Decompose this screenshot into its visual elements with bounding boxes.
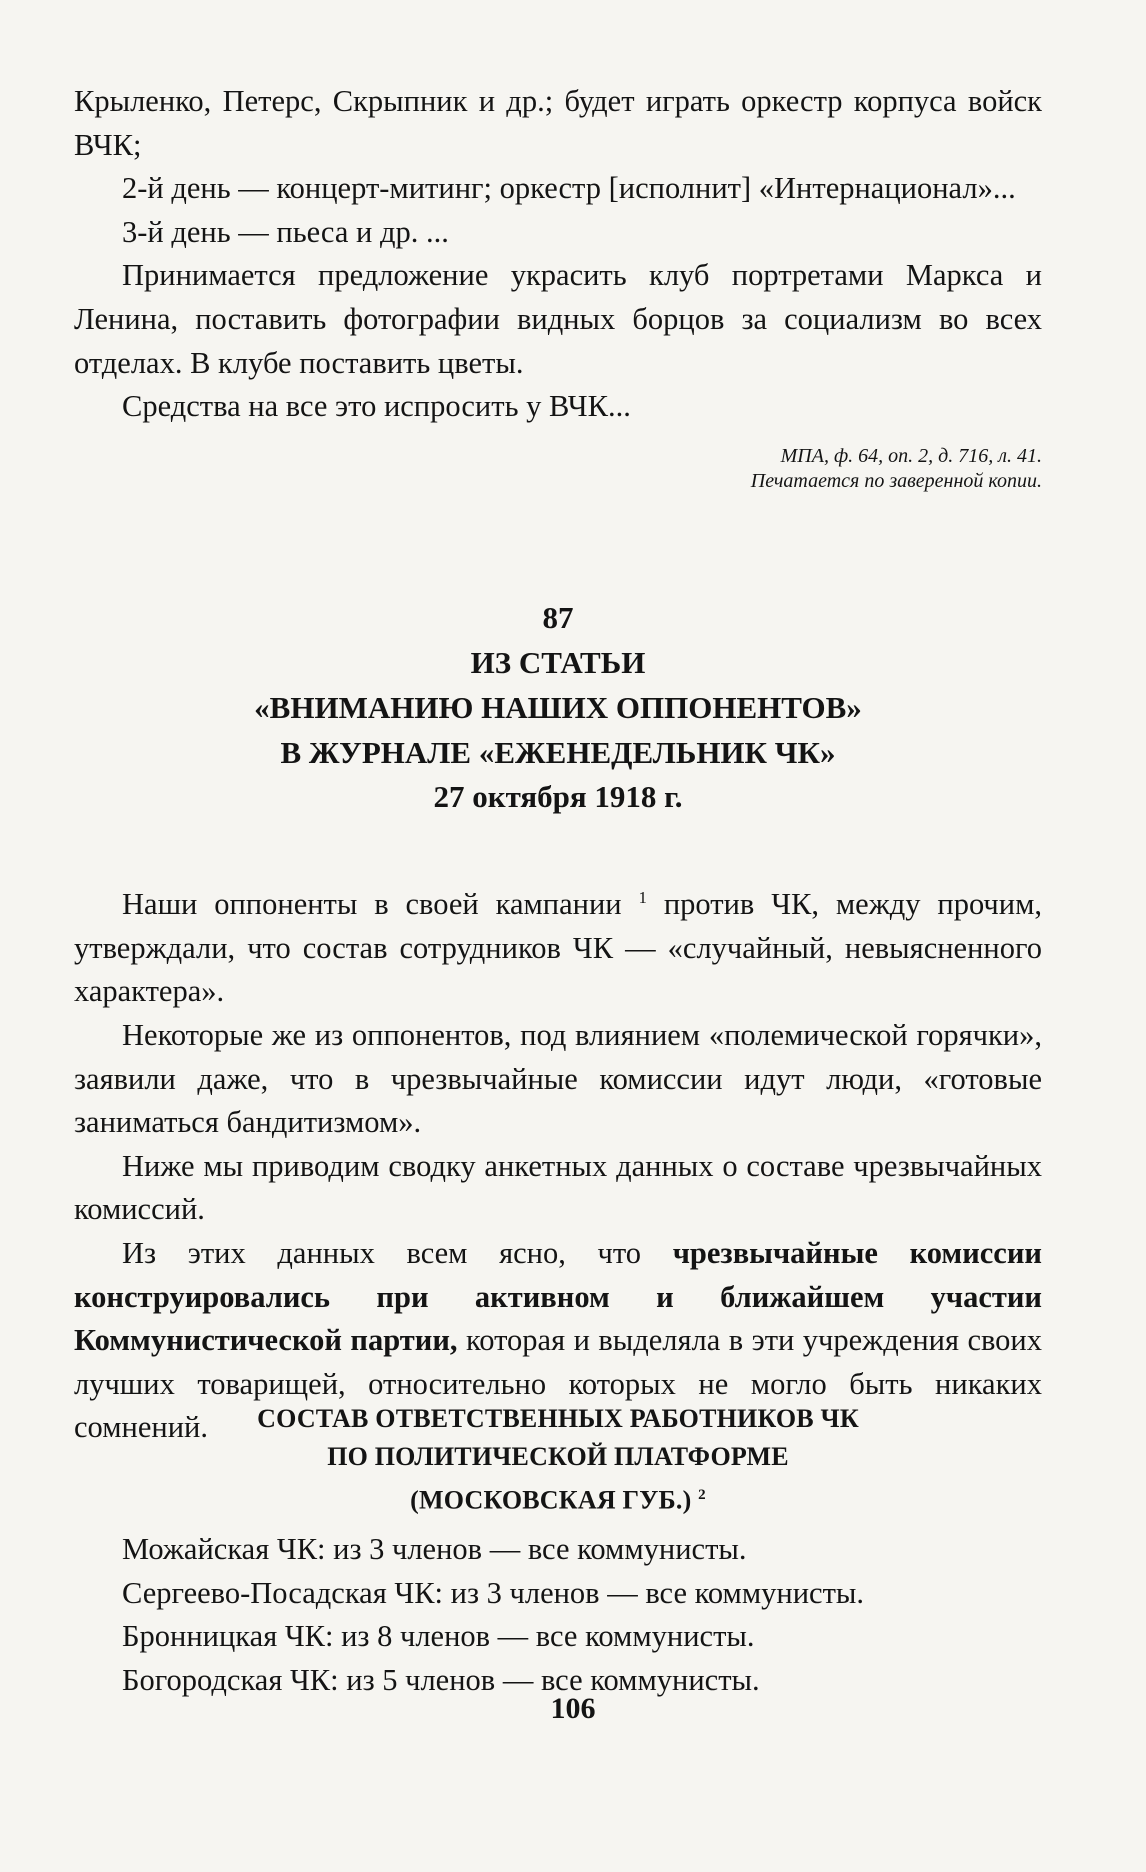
title-line-2: «ВНИМАНИЮ НАШИХ ОППОНЕНТОВ»	[254, 690, 862, 725]
article-body	[74, 876, 1042, 1450]
paragraph-1-rest: против ЧК, между прочим, утверждали, что состав сотрудников ЧК — «случайный, невыясненного характера».	[74, 887, 1043, 1009]
paragraph-1	[74, 876, 1042, 1014]
footnote-marker-1: 1	[638, 888, 647, 907]
page-number: 106	[550, 1692, 596, 1725]
table-heading-line-3	[74, 1476, 1042, 1520]
top-continuation-block	[74, 80, 1042, 429]
document-heading	[74, 596, 1042, 819]
top-line-5: Средства на все это испросить у ВЧК...	[122, 389, 631, 424]
cheka-list	[74, 1528, 1042, 1702]
list-item: Бронницкая ЧК: из 8 членов — все коммунисты.	[122, 1619, 755, 1654]
archive-reference: МПА, ф. 64, оп. 2, д. 716, л. 41.	[780, 445, 1042, 467]
paragraph-4-rest: которая и выделяла в эти учреждения своих лучших товарищей, относительно которых не могло быть никаких сомнений.	[74, 1323, 1042, 1445]
top-line-2: 2-й день — концерт-митинг; оркестр [исполнит] «Интернационал»...	[122, 171, 1016, 206]
table-heading-line-2: ПО ПОЛИТИЧЕСКОЙ ПЛАТФОРМЕ	[327, 1442, 789, 1471]
paragraph-2: Некоторые же из оппонентов, под влиянием «полемической горячки», заявили даже, что в чрезвычайные комиссии идут люди, «готовые заниматься бандитизмом».	[74, 1017, 1042, 1140]
list-item: Можайская ЧК: из 3 членов — все коммунисты.	[122, 1532, 747, 1566]
paragraph-4-bold: чрезвычайные комиссии конструировались при активном и ближайшем участии Коммунистической партии,	[74, 1235, 1042, 1358]
title-line-1: ИЗ СТАТЬИ	[470, 645, 646, 680]
table-heading-line-3-text: (МОСКОВСКАЯ ГУБ.)	[410, 1485, 692, 1515]
top-line-1: Крыленко, Петерс, Скрыпник и др.; будет играть оркестр корпуса войск ВЧК;	[74, 84, 1042, 162]
document-date: 27 октября 1918 г.	[433, 779, 683, 814]
top-line-4: Принимается предложение украсить клуб портретами Маркса и Ленина, поставить фотографии видных борцов за социализм во всех отделах. В клубе поставить цветы.	[74, 258, 1042, 380]
top-line-3: 3-й день — пьеса и др. ...	[122, 214, 449, 249]
list-item: Сергеево-Посадская ЧК: из 3 членов — все коммунисты.	[122, 1575, 865, 1610]
paragraph-1-start: Наши оппоненты в своей кампании	[122, 887, 622, 922]
list-item: Богородская ЧК: из 5 членов — все коммунисты.	[122, 1662, 760, 1697]
archive-source-note	[751, 444, 1042, 494]
table-heading	[74, 1400, 1042, 1520]
document-number: 87	[542, 600, 574, 635]
footnote-marker-2: 2	[698, 1487, 706, 1503]
table-heading-line-1: СОСТАВ ОТВЕТСТВЕННЫХ РАБОТНИКОВ ЧК	[257, 1404, 859, 1433]
copy-note: Печатается по заверенной копии.	[750, 470, 1042, 492]
title-line-3: В ЖУРНАЛЕ «ЕЖЕНЕДЕЛЬНИК ЧК»	[280, 735, 836, 770]
paragraph-4-plain: Из этих данных всем ясно, что	[122, 1235, 673, 1270]
paragraph-3: Ниже мы приводим сводку анкетных данных о составе чрезвычайных комиссий.	[74, 1148, 1042, 1227]
